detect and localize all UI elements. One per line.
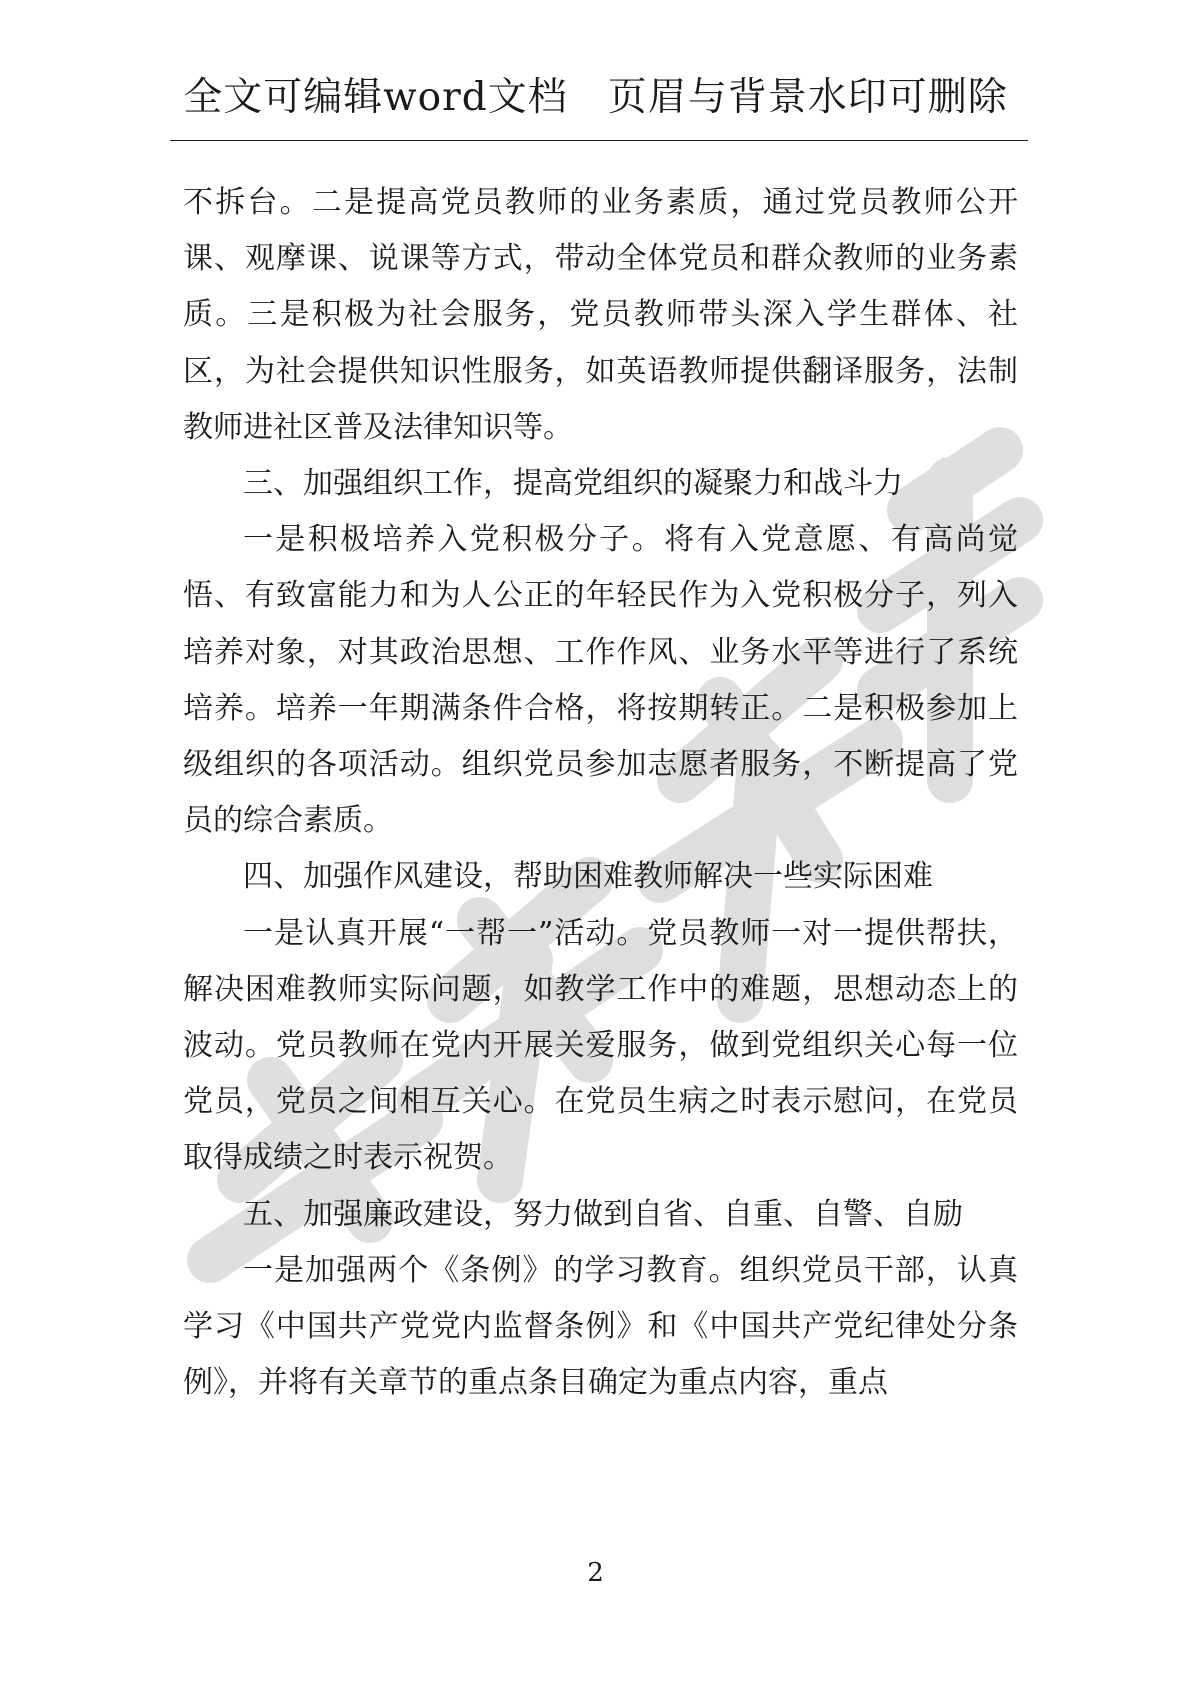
paragraph-3: 一是积极培养入党积极分子。将有入党意愿、有高尚觉悟、有致富能力和为人公正的年轻民作为入党积极分子，列入培养对象，对其政治思想、工作作风、业务水平等进行了系统培养。培养一年期满条件合格，将按期转正。二是积极参加上级组织的各项活动。组织党员参加志愿者服务，不断提高了党员的综合素质。 <box>183 522 1018 839</box>
document-body <box>183 175 1018 1411</box>
header-divider <box>170 140 1028 141</box>
page-header: 全文可编辑word文档 页眉与背景水印可删除 <box>183 75 1008 120</box>
paragraph-5: 一是认真开展“一帮一”活动。党员教师一对一提供帮扶，解决困难教师实际问题，如教学工作中的难题，思想动态上的波动。党员教师在党内开展关爱服务，做到党组织关心每一位党员，党员之间相互关心。在党员生病之时表示慰问，在党员取得成绩之时表示祝贺。 <box>183 915 1018 1176</box>
section-heading-4: 四、加强作风建设，帮助困难教师解决一些实际困难 <box>243 859 933 895</box>
section-heading-3: 三、加强组织工作，提高党组织的凝聚力和战斗力 <box>243 466 903 502</box>
page-number: 2 <box>587 1558 604 1588</box>
paragraph-7: 一是加强两个《条例》的学习教育。组织党员干部，认真学习《中国共产党党内监督条例》和《中国共产党纪律处分条例》，并将有关章节的重点条目确定为重点内容，重点 <box>183 1252 1018 1401</box>
section-heading-5: 五、加强廉政建设，努力做到自省、自重、自警、自励 <box>243 1196 963 1232</box>
paragraph-1: 不拆台。二是提高党员教师的业务素质，通过党员教师公开课、观摩课、说课等方式，带动全体党员和群众教师的业务素质。三是积极为社会服务，党员教师带头深入学生群体、社区，为社会提供知识性服务，如英语教师提供翻译服务，法制教师进社区普及法律知识等。 <box>183 185 1018 445</box>
